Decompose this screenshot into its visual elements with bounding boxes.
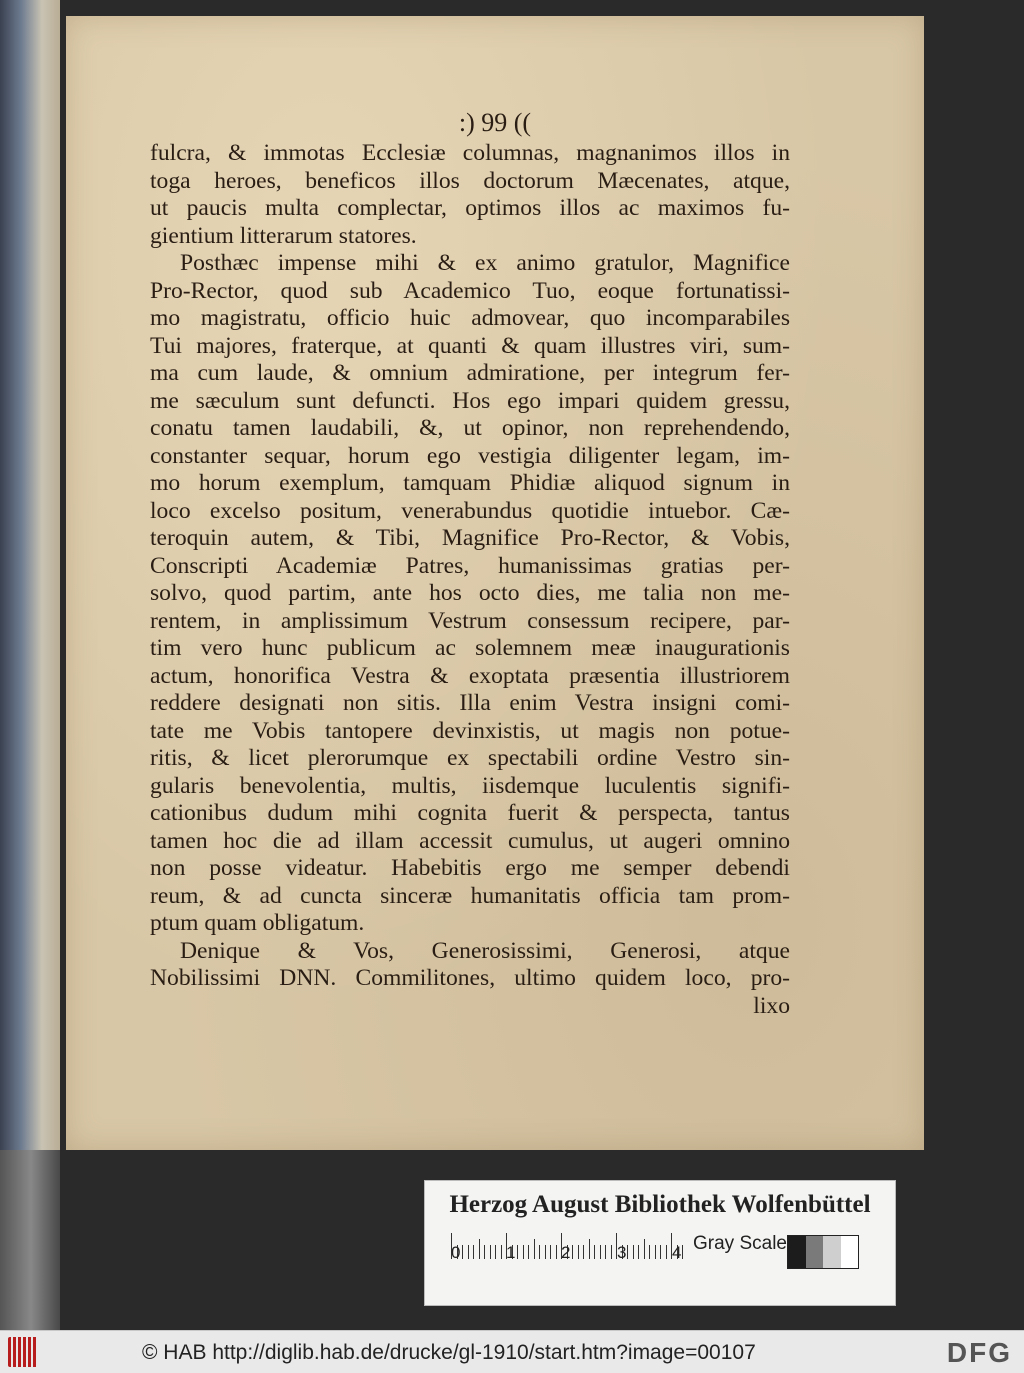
gray-swatch-3 — [841, 1236, 859, 1268]
text-line: solvo, quod partim, ante hos octo dies, me talia non me- — [150, 580, 790, 606]
text-line: Denique & Vos, Generosissimi, Generosi, atque — [180, 937, 790, 964]
text-line: ritis, & licet plerorumque ex spectabili ordine Vestro sin- — [150, 745, 790, 771]
text-line: ptum quam obligatum. — [150, 910, 365, 936]
text-line: ut paucis multa complectar, optimos illos ac maximos fu- — [150, 195, 790, 221]
gray-swatch-1 — [806, 1236, 824, 1268]
ruler-tick — [462, 1245, 463, 1259]
text-line: cationibus dudum mihi cognita fuerit & perspecta, tantus — [150, 800, 790, 826]
text-line: reum, & ad cuncta sinceræ humanitatis officia tam prom- — [150, 882, 790, 909]
text-line: loco excelso positum, venerabundus quotidie intuebor. Cæ- — [150, 497, 790, 524]
ruler-number-3: 3 — [617, 1243, 627, 1262]
ruler-tick — [550, 1245, 551, 1259]
text-line: ma cum laude, & omnium admiratione, per integrum fer- — [150, 360, 790, 386]
ruler-tick — [583, 1245, 584, 1259]
text-line: mo horum exemplum, tamquam Phidiæ aliquod signum in — [150, 470, 790, 496]
ruler-tick — [473, 1245, 474, 1259]
text-line: conatu tamen laudabili, &, ut opinor, non reprehendendo, — [150, 415, 790, 441]
text-line: Conscripti Academiæ Patres, humanissimas gratias per- — [150, 552, 790, 579]
text-line: Tui majores, fraterque, at quanti & quam illustres viri, sum- — [150, 332, 790, 359]
text-line: me sæculum sunt defuncti. Hos ego impari quidem gressu, — [150, 387, 790, 414]
ruler-tick — [649, 1245, 650, 1259]
ruler-number-2: 2 — [561, 1243, 571, 1262]
ruler-tick — [523, 1245, 524, 1259]
ruler-number-4: 4 — [672, 1243, 682, 1262]
ruler-tick — [556, 1245, 557, 1259]
text-line: Pro-Rector, quod sub Academico Tuo, eoque fortunatissi- — [150, 277, 790, 304]
text-line: Posthæc impense mihi & ex animo gratulor, Magnifice — [180, 250, 790, 276]
text-line: actum, honorifica Vestra & exoptata præsentia illustriorem — [150, 662, 790, 689]
text-line: fulcra, & immotas Ecclesiæ columnas, magnanimos illos in — [150, 140, 790, 166]
text-line: toga heroes, beneficos illos doctorum Mæcenates, atque, — [150, 167, 790, 194]
ruler-tick — [594, 1245, 595, 1259]
ruler-tick — [539, 1245, 540, 1259]
book-page — [66, 16, 924, 1150]
text-line: gientium litterarum statores. — [150, 222, 417, 249]
footer-bar — [0, 1330, 1024, 1373]
hab-logo-icon[interactable] — [8, 1337, 38, 1367]
ruler-tick — [638, 1245, 639, 1259]
citation-link[interactable]: © HAB http://diglib.hab.de/drucke/gl-1910/start.htm?image=00107 — [142, 1341, 756, 1364]
ruler-tick — [644, 1239, 645, 1259]
text-line: Nobilissimi DNN. Commilitones, ultimo quidem loco, pro- — [150, 965, 790, 991]
ruler-tick — [627, 1245, 628, 1259]
text-line: rentem, in amplissimum Vestrum consessum recipere, par- — [150, 607, 790, 634]
text-line: constanter sequar, horum ego vestigia diligenter legam, im- — [150, 442, 790, 469]
ruler-tick — [655, 1245, 656, 1259]
ruler-tick — [682, 1245, 683, 1259]
ruler-tick — [501, 1245, 502, 1259]
text-line: mo magistratu, officio huic admovear, quo incomparabiles — [150, 305, 790, 331]
text-line: non posse videatur. Habebitis ergo me semper debendi — [150, 855, 790, 881]
gray-scale-label: Gray Scale — [693, 1233, 787, 1254]
ruler-tick — [528, 1245, 529, 1259]
ruler-tick — [660, 1245, 661, 1259]
ruler-tick — [484, 1245, 485, 1259]
adjacent-page-edge — [0, 0, 60, 1150]
ruler-number-1: 1 — [506, 1243, 516, 1262]
gray-swatch-0 — [788, 1236, 806, 1268]
page-header: :) 99 (( — [458, 108, 532, 137]
dfg-logo[interactable]: DFG — [946, 1337, 1012, 1368]
text-line: teroquin autem, & Tibi, Magnifice Pro-Rector, & Vobis, — [150, 525, 790, 551]
ruler-tick — [666, 1245, 667, 1259]
ruler-tick — [633, 1245, 634, 1259]
ruler-tick — [572, 1245, 573, 1259]
ruler-tick — [589, 1239, 590, 1259]
ruler-tick — [468, 1245, 469, 1259]
ruler-tick — [600, 1245, 601, 1259]
ruler-tick — [490, 1245, 491, 1259]
ruler-tick — [605, 1245, 606, 1259]
text-line: reddere designati non sitis. Illa enim Vestra insigni comi- — [150, 690, 790, 716]
ruler-tick — [611, 1245, 612, 1259]
library-name: Herzog August Bibliothek Wolfenbüttel — [449, 1191, 871, 1218]
ruler-number-0: 0 — [451, 1243, 461, 1262]
gray-scale-swatches — [787, 1235, 859, 1269]
ruler-tick — [495, 1245, 496, 1259]
ruler-tick — [534, 1239, 535, 1259]
catchword: lixo — [753, 992, 790, 1019]
color-scale-card — [424, 1180, 896, 1306]
ruler-tick — [517, 1245, 518, 1259]
ruler-tick — [479, 1239, 480, 1259]
adjacent-page-shadow — [0, 1150, 62, 1330]
text-line: gularis benevolentia, multis, iisdemque luculentis signifi- — [150, 772, 790, 799]
gray-swatch-2 — [823, 1236, 841, 1268]
ruler-tick — [545, 1245, 546, 1259]
text-line: tim vero hunc publicum ac solemnem meæ inaugurationis — [150, 635, 790, 661]
page-body-text — [150, 140, 790, 1020]
text-line: tate me Vobis tantopere devinxistis, ut magis non potue- — [150, 717, 790, 744]
ruler-tick — [578, 1245, 579, 1259]
text-line: tamen hoc die ad illam accessit cumulus, ut augeri omnino — [150, 827, 790, 854]
